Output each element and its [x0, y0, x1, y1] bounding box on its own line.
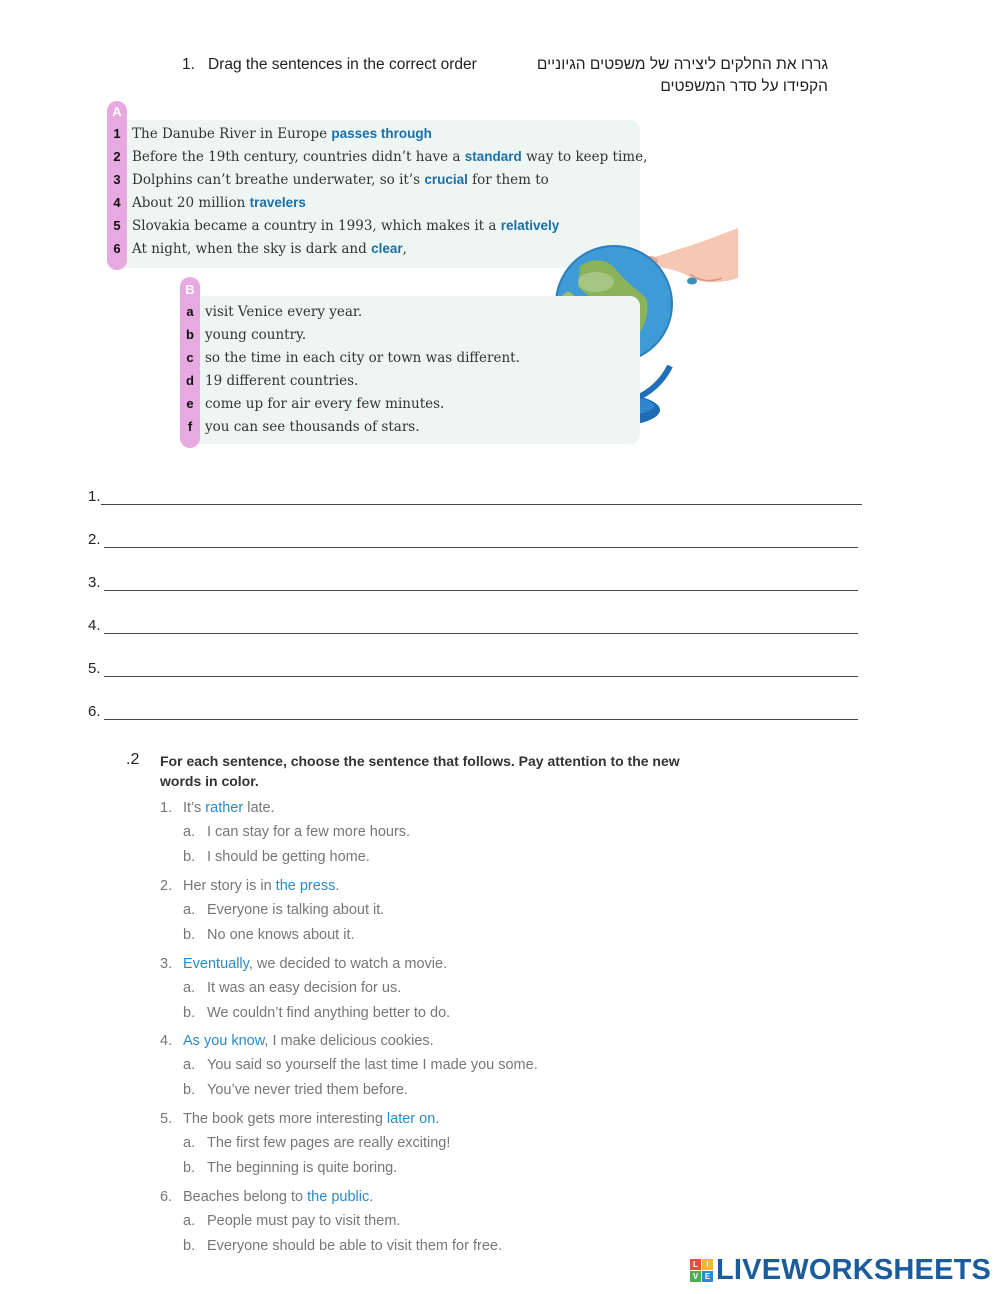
instruction: [182, 56, 477, 74]
panel-a-row-text: [132, 241, 407, 257]
option-text: Everyone should be able to visit them for free.: [207, 1238, 502, 1254]
question-text-start: Her story is in: [183, 878, 276, 894]
panel-b-row[interactable]: [179, 327, 306, 343]
answer-line-6[interactable]: 6.: [88, 703, 858, 720]
panel-b-row-text: so the time in each city or town was different.: [205, 350, 520, 366]
question-3-option-a[interactable]: [183, 980, 401, 996]
option-letter: b.: [183, 1160, 196, 1176]
panel-b-row-text: you can see thousands of stars.: [205, 419, 420, 435]
hebrew-instruction-line1: גררו את החלקים ליצירה של משפטים הגיוניים: [536, 56, 828, 73]
answer-line-5[interactable]: 5.: [88, 660, 858, 677]
option-text: You’ve never tried them before.: [207, 1082, 408, 1098]
row-keyword: travelers: [249, 195, 306, 210]
option-text: People must pay to visit them.: [207, 1213, 401, 1229]
question-5: [160, 1111, 439, 1127]
panel-a-row-text: [132, 126, 432, 142]
question-number: 4.: [160, 1033, 173, 1049]
fingernail-shape: [687, 278, 697, 285]
question-6-option-a[interactable]: [183, 1213, 400, 1229]
option-text: The first few pages are really exciting!: [207, 1135, 451, 1151]
question-keyword: Eventually: [183, 956, 249, 972]
question-number: 1.: [160, 800, 173, 816]
row-text-start: The Danube River in Europe: [132, 126, 332, 142]
question-1: [160, 800, 275, 816]
panel-a-label: A: [112, 104, 122, 119]
panel-a-row-text: [132, 218, 559, 234]
option-letter: a.: [183, 902, 196, 918]
question-number: 5.: [160, 1111, 173, 1127]
option-text: No one knows about it.: [207, 927, 355, 943]
question-text-end: .: [335, 878, 340, 894]
panel-a-row-text: [132, 172, 549, 188]
panel-a-row-text: [132, 149, 647, 165]
row-keyword: passes through: [331, 126, 432, 141]
option-letter: b.: [183, 1082, 196, 1098]
row-text-start: Before the 19th century, countries didn’t have a: [132, 149, 465, 165]
panel-b-row-letter: e: [186, 396, 194, 411]
option-text: I should be getting home.: [207, 849, 370, 865]
panel-a-row[interactable]: [106, 149, 647, 165]
panel-a-row-number: 1: [113, 126, 121, 141]
question-1-option-b[interactable]: [183, 849, 370, 865]
logo-grid-letter: V: [690, 1271, 701, 1282]
answer-line-3[interactable]: 3.: [88, 574, 858, 591]
answer-line-2[interactable]: 2.: [88, 531, 858, 548]
panel-b-row-letter: a: [186, 304, 194, 319]
option-text: Everyone is talking about it.: [207, 902, 385, 918]
answer-line-4[interactable]: 4.: [88, 617, 858, 634]
option-letter: a.: [183, 824, 196, 840]
answer-line-1[interactable]: 1.: [88, 488, 862, 505]
panel-a-row[interactable]: [106, 195, 306, 211]
exercise2-number: .2: [126, 751, 140, 768]
panel-a-row[interactable]: [106, 218, 559, 234]
panel-b-row[interactable]: [179, 373, 358, 389]
row-text-start: Slovakia became a country in 1993, which makes it a: [132, 218, 501, 234]
question-text-start: The book gets more interesting: [183, 1111, 387, 1127]
panel-b-row-letter: b: [186, 327, 194, 342]
question-keyword: rather: [205, 800, 244, 816]
row-text-start: At night, when the sky is dark and: [132, 241, 372, 257]
panel-b-row[interactable]: [179, 304, 362, 320]
option-text: I can stay for a few more hours.: [207, 824, 411, 840]
question-6: [160, 1189, 373, 1205]
panel-a-row-number: 5: [113, 218, 121, 233]
question-text-end: , we decided to watch a movie.: [248, 956, 448, 972]
question-4-option-b[interactable]: [183, 1082, 408, 1098]
instruction-text: Drag the sentences in the correct order: [208, 56, 477, 73]
question-2-option-b[interactable]: [183, 927, 355, 943]
row-text-start: Dolphins can’t breathe underwater, so it’s: [132, 172, 425, 188]
option-letter: a.: [183, 1213, 196, 1229]
question-text-end: late.: [243, 800, 275, 816]
question-text-end: , I make delicious cookies.: [264, 1033, 434, 1049]
panel-a-row-text: [132, 195, 306, 211]
question-text-end: .: [435, 1111, 440, 1127]
question-3-option-b[interactable]: [183, 1005, 450, 1021]
option-letter: a.: [183, 980, 196, 996]
option-letter: a.: [183, 1135, 196, 1151]
row-text-end: way to keep time,: [521, 149, 648, 165]
panel-a-row-number: 3: [113, 172, 121, 187]
panel-a-row-number: 2: [113, 149, 121, 164]
question-5-option-b[interactable]: [183, 1160, 397, 1176]
row-text-start: About 20 million: [132, 195, 250, 211]
question-text-end: .: [369, 1189, 374, 1205]
question-number: 6.: [160, 1189, 173, 1205]
row-keyword: crucial: [424, 172, 468, 187]
logo-grid-letter: L: [690, 1259, 701, 1270]
panel-b-row-letter: c: [186, 350, 194, 365]
panel-b-row[interactable]: [179, 350, 520, 366]
logo-grid-letter: E: [702, 1271, 713, 1282]
question-2: [160, 878, 339, 894]
liveworksheets-logo: [690, 1254, 991, 1287]
option-letter: b.: [183, 1005, 196, 1021]
option-letter: b.: [183, 1238, 196, 1254]
question-1-option-a[interactable]: [183, 824, 410, 840]
hebrew-instruction-line2: הקפידו על סדר המשפטים: [660, 78, 828, 95]
panel-b-row-text: visit Venice every year.: [205, 304, 363, 320]
question-keyword: the public: [307, 1189, 370, 1205]
instruction-number: 1.: [182, 56, 195, 73]
row-keyword: standard: [464, 149, 522, 164]
row-text-end: ,: [402, 241, 407, 257]
question-number: 2.: [160, 878, 173, 894]
option-letter: a.: [183, 1057, 196, 1073]
logo-grid-letter: I: [702, 1259, 713, 1270]
option-text: We couldn’t find anything better to do.: [207, 1005, 451, 1021]
question-keyword: later on: [386, 1111, 436, 1127]
panel-b-row-text: come up for air every few minutes.: [205, 396, 445, 412]
option-letter: b.: [183, 927, 196, 943]
panel-b-row[interactable]: [179, 396, 444, 412]
question-6-option-b[interactable]: [183, 1238, 502, 1254]
panel-a-row[interactable]: [106, 172, 549, 188]
question-3: [160, 956, 447, 972]
panel-a-row[interactable]: [106, 126, 432, 142]
option-letter: b.: [183, 849, 196, 865]
row-keyword: clear: [371, 241, 403, 256]
panel-b-row-letter: d: [186, 373, 194, 388]
panel-a-row-number: 4: [113, 195, 121, 210]
panel-b-label: B: [185, 282, 195, 297]
hand-shape: [652, 228, 738, 282]
panel-b-row-letter: f: [187, 419, 193, 434]
logo-text: LIVEWORKSHEETS: [716, 1254, 992, 1286]
question-number: 3.: [160, 956, 173, 972]
question-text-start: Beaches belong to: [183, 1189, 308, 1205]
question-5-option-a[interactable]: [183, 1135, 450, 1151]
exercise2-heading: For each sentence, choose the sentence that follows. Pay attention to the new words in color.: [160, 753, 680, 789]
question-keyword: the press: [275, 878, 336, 894]
question-2-option-a[interactable]: [183, 902, 384, 918]
panel-b-row-text: 19 different countries.: [205, 373, 359, 389]
option-text: You said so yourself the last time I made you some.: [207, 1057, 538, 1073]
question-4: [160, 1033, 434, 1049]
panel-b-row-text: young country.: [205, 327, 307, 343]
panel-a-row-number: 6: [113, 241, 121, 256]
question-4-option-a[interactable]: [183, 1057, 538, 1073]
option-text: The beginning is quite boring.: [207, 1160, 398, 1176]
question-text-start: It’s: [183, 800, 206, 816]
option-text: It was an easy decision for us.: [207, 980, 402, 996]
row-keyword: relatively: [500, 218, 560, 233]
logo-grid-icon: [690, 1259, 713, 1282]
question-keyword: As you know: [183, 1033, 265, 1049]
row-text-end: for them to: [467, 172, 549, 188]
panel-b-row[interactable]: [179, 419, 420, 435]
panel-a-row[interactable]: [106, 241, 407, 257]
